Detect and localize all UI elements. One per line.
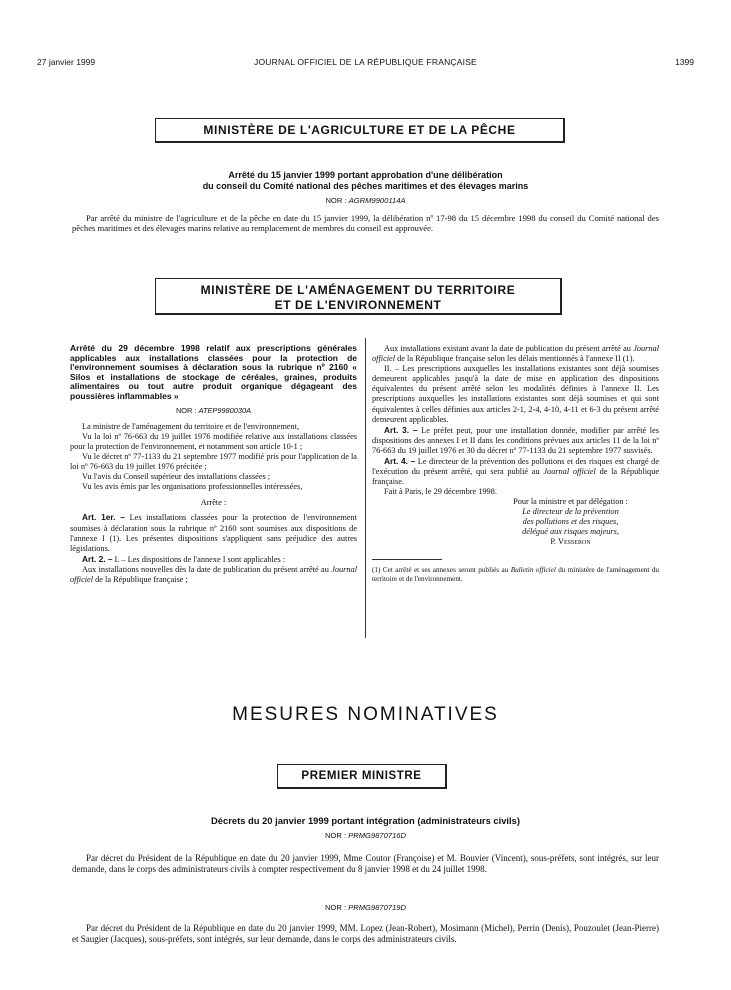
art2b-pre: Aux installations nouvelles dès la date de publication du présent arrêté au bbox=[82, 564, 329, 574]
mesures-nominatives-heading: MESURES NOMINATIVES bbox=[232, 704, 499, 725]
sig-line2: Le directeur de la prévention bbox=[522, 507, 619, 517]
env-left-column bbox=[70, 344, 357, 585]
art1-text: Les installations classées pour la protection de l'environnement soumises à déclaration sous la rubrique nº 2160 sont soumises aux dispositions de l'annexe I (1). Les présentes dispositions s'appliquent sans préjudice des autres législations. bbox=[70, 513, 357, 553]
env-nor bbox=[70, 406, 357, 416]
decrets-body2: Par décret du Président de la République en date du 20 janvier 1999, MM. Lopez (Jean-Robert), Mosimann (Michel), Perrin (Denis), Pouzoulet (Jean-Pierre) et Saugier (Jacques), sous-préfets, sont intégrés, sur leur demande, dans le corps des administrateurs civils. bbox=[72, 923, 659, 945]
art3-label: Art. 3. – bbox=[384, 424, 418, 435]
env-p2: Vu la loi nº 76-663 du 19 juillet 1976 modifiée relative aux installations classées pour la protection de l'environnement, et notamment son article 10-1 ; bbox=[70, 431, 357, 451]
decrets-title: Décrets du 20 janvier 1999 portant intégration (administrateurs civils) bbox=[211, 815, 520, 826]
premier-ministre-box bbox=[277, 764, 447, 789]
art2-label: Art. 2. – bbox=[82, 553, 113, 564]
agri-decree-title bbox=[60, 170, 671, 192]
env-decree-title: Arrêté du 29 décembre 1998 relatif aux prescriptions générales applicables aux installations classées pour la protection de l'environnement soumises à déclaration sous la rubrique nº 2160 « Silos et installations de stockage de céréales, graines, produits alimentaires ou tout autre produit organique dégageant des poussières inflammables » bbox=[70, 343, 357, 401]
signature-block bbox=[482, 497, 659, 547]
footnote-rule bbox=[372, 559, 442, 560]
premier-ministre-title: PREMIER MINISTRE bbox=[301, 770, 422, 782]
sig-line3: des pollutions et des risques, bbox=[522, 517, 619, 527]
agri-title-line2: du conseil du Comité national des pêches maritimes et des élevages marins bbox=[202, 181, 529, 191]
art4-jo: Journal officiel bbox=[543, 467, 596, 477]
art4-post: de la République française. bbox=[372, 467, 660, 487]
art3-text: Le préfet peut, pour une installation donnée, modifier par arrêté les dispositions des annexes I et II dans les conditions prévues aux articles 11 de la loi nº 76-663 du 19 juillet 1976 et 30 du décret nº 77-1133 du 21 septembre 1977 susvisés. bbox=[372, 425, 660, 455]
ministry-env-line1: MINISTÈRE DE L'AMÉNAGEMENT DU TERRITOIRE bbox=[200, 283, 516, 297]
env-r1 bbox=[372, 344, 659, 364]
agri-nor bbox=[0, 196, 731, 205]
art2b-post: de la République française ; bbox=[95, 574, 188, 584]
env-art3 bbox=[372, 425, 659, 456]
ministry-agriculture-box bbox=[155, 118, 565, 143]
env-p3: Vu le décret nº 77-1133 du 21 septembre 1977 modifié pris pour l'application de la loi nº 76-663 du 19 juillet 1976 précitée ; bbox=[70, 451, 357, 472]
nor-label: NOR : bbox=[324, 903, 347, 912]
sig-line1: Pour la ministre et par délégation : bbox=[513, 497, 628, 507]
nor-code: PRMG9870716D bbox=[348, 831, 407, 840]
footnote bbox=[372, 566, 659, 584]
env-right-column bbox=[372, 344, 659, 584]
page-header bbox=[37, 57, 694, 71]
r1-post: de la République française selon les délais mentionnés à l'annexe II (1). bbox=[397, 354, 635, 364]
nor-label: NOR : bbox=[324, 831, 347, 840]
art1-label: Art. 1er. – bbox=[82, 512, 125, 523]
env-p5: Vu les avis émis par les organisations professionnelles intéressées, bbox=[82, 482, 303, 492]
fn-pre: (1) Cet arrêté et ses annexes seront publiés au bbox=[372, 566, 509, 575]
nor-label: NOR : bbox=[325, 196, 347, 205]
art4-label: Art. 4. – bbox=[384, 456, 416, 467]
agri-title-line1: Arrêté du 15 janvier 1999 portant approbation d'une délibération bbox=[228, 170, 503, 180]
fn-bo: Bulletin officiel bbox=[510, 566, 556, 575]
r1-jo: Journal officiel bbox=[372, 344, 659, 364]
env-fait: Fait à Paris, le 29 décembre 1998. bbox=[384, 487, 497, 497]
env-art1 bbox=[70, 512, 357, 553]
decrets-nor2 bbox=[0, 903, 731, 912]
nor-code: AGRM9900114A bbox=[348, 196, 406, 205]
ministry-environment-box bbox=[155, 278, 562, 315]
nor-label: NOR : bbox=[175, 405, 197, 415]
ministry-agriculture-title: MINISTÈRE DE L'AGRICULTURE ET DE LA PÊCHE bbox=[203, 123, 516, 137]
art2-text: I. – Les dispositions de l'annexe I sont applicables : bbox=[114, 554, 286, 564]
env-art2 bbox=[70, 554, 357, 565]
env-p1: La ministre de l'aménagement du territoire et de l'environnement, bbox=[82, 421, 300, 431]
art2b-jo: Journal officiel bbox=[70, 564, 357, 584]
env-art4 bbox=[372, 456, 659, 487]
agri-body: Par arrêté du ministre de l'agriculture et de la pêche en date du 15 janvier 1999, la délibération nº 17-98 du 15 décembre 1998 du conseil du Comité national des pêches maritimes et des élevages marins relative au remplacement de membres du conseil est approuvée. bbox=[72, 213, 659, 234]
env-art2b bbox=[70, 565, 357, 585]
decrets-nor1 bbox=[0, 831, 731, 840]
column-divider bbox=[365, 338, 366, 638]
nor-code: ATEP9980030A bbox=[198, 405, 252, 415]
fn-post: du ministère de l'aménagement du territoire et de l'environnement. bbox=[372, 566, 660, 584]
page-number: 1399 bbox=[675, 57, 694, 67]
art4-pre: Le directeur de la prévention des pollutions et des risques est chargé de l'exécution du présent arrêté, qui sera publié au bbox=[372, 457, 660, 477]
journal-title: JOURNAL OFFICIEL DE LA RÉPUBLIQUE FRANÇAISE bbox=[254, 57, 477, 67]
nor-code: PRMG9870719D bbox=[348, 903, 407, 912]
arrete-label: Arrête : bbox=[200, 498, 227, 508]
r1-pre: Aux installations existant avant la date de publication du présent arrêté au bbox=[384, 344, 631, 353]
header-date: 27 janvier 1999 bbox=[37, 57, 96, 67]
sig-name: P. Vesseron bbox=[550, 537, 591, 547]
sig-line4: délégué aux risques majeurs, bbox=[522, 527, 619, 537]
env-p4: Vu l'avis du Conseil supérieur des installations classées ; bbox=[82, 472, 271, 482]
decrets-body1: Par décret du Président de la République en date du 20 janvier 1999, Mme Coutor (Françoise) et M. Bouvier (Vincent), sous-préfets, sont intégrés, sur leur demande, dans le corps des administrateurs civils à compter respectivement du 8 janvier 1998 et du 24 juillet 1998. bbox=[72, 853, 659, 875]
env-r2: II. – Les prescriptions auxquelles les installations existantes sont déjà soumises demeurent applicables jusqu'à la date de mise en application des dispositions équivalentes du présent arrêté selon les modalités définies à l'annexe II. Les prescriptions auxquelles les installations existantes sont déjà soumises et qui sont équivalentes à celles définies aux articles 2-1, 2-4, 4-10, 4-11 et 6-3 du présent arrêté demeurent applicables. bbox=[372, 364, 659, 424]
ministry-env-line2: ET DE L'ENVIRONNEMENT bbox=[274, 298, 442, 312]
